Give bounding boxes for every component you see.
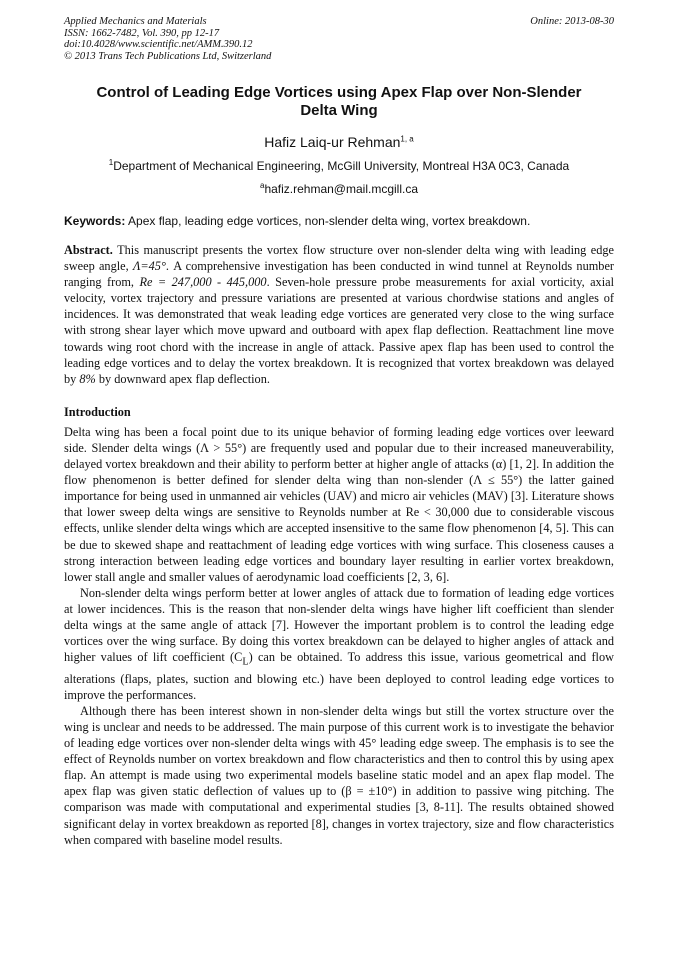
online-date: Online: 2013-08-30 xyxy=(530,16,614,27)
journal-issn: ISSN: 1662-7482, Vol. 390, pp 12-17 xyxy=(64,27,220,39)
author-superscript: 1, a xyxy=(400,134,414,144)
abstract-text-1: This manuscript presents the vortex flow structure over non-slender delta wing with leading edge sweep angle, xyxy=(64,243,614,274)
author-line xyxy=(64,134,614,150)
introduction-paragraph-2 xyxy=(64,585,614,703)
paragraph-2-text-b: ) can be obtained. To address this issue, various geometrical and flow alterations (flaps, plates, suction and blowing etc.) have been deployed to control leading edge vortices to improve the performances. xyxy=(64,650,614,702)
paragraph-2-text-a: Non-slender delta wings perform better at lower angles of attack due to formation of leading edge vortices at lower incidences. This is the reason that non-slender delta wings have higher lift coefficient than slender delta wings at the same angle of attack [7]. However the important problem is to control the leading edge vortices over the wing surface. By doing this vortex breakdown can be delayed to higher angles of attack and higher values of lift coefficient (C xyxy=(64,585,614,665)
keywords-label: Keywords: xyxy=(64,214,126,228)
affiliation-superscript: 1 xyxy=(108,158,114,167)
keywords xyxy=(64,214,614,228)
keywords-text: Apex flap, leading edge vortices, non-slender delta wing, vortex breakdown. xyxy=(128,214,531,228)
introduction-paragraph-1: Delta wing has been a focal point due to its unique behavior of forming leading edge vortices over leeward side. Slender delta wings (Λ > 55°) are frequently used and popular due to their increased maneuverability, delayed vortex breakdown and their ability to perform better at higher angle of attacks (α) [1, 2]. In addition the flow phenomenon is better defined for slender delta wing than non-slender (Λ ≤ 55°) the latter gained importance for being used in unmanned air vehicles (UAV) and micro air vehicles (MAV) [3]. Literature shows that lower sweep delta wings are sensitive to Reynolds number at Re < 30,000 due to considerable viscous effects, unlike slender delta wings which are accepted insensitive to the same flow phenomenon [4, 5]. This can be due to skewed shape and reattachment of leading edge vortices with wing surface. This closeness causes a strong interaction between leading edge vortices and boundary layer resulting in earlier vortex breakdown, lower stall angle and smaller values of aerodynamic load coefficients [2, 3, 6]. xyxy=(64,424,614,584)
abstract-sweep-angle: Λ=45° xyxy=(132,259,166,274)
author-email xyxy=(64,181,614,196)
affiliation xyxy=(64,158,614,173)
email-text: hafiz.rehman@mail.mcgill.ca xyxy=(264,182,418,196)
lift-coefficient-subscript: L xyxy=(242,656,249,668)
journal-header xyxy=(64,16,614,62)
journal-name: Applied Mechanics and Materials xyxy=(64,16,207,27)
paper-title: Control of Leading Edge Vortices using Apex Flap over Non-Slender Delta Wing xyxy=(96,84,582,119)
introduction-heading: Introduction xyxy=(64,404,131,419)
abstract-reynolds-range: Re = 247,000 - 445,000 xyxy=(139,275,267,290)
abstract-text-2: . A comprehensive investigation has been conducted in wind tunnel at Reynolds number ranging from, xyxy=(64,259,614,290)
abstract-label: Abstract. xyxy=(64,243,113,257)
journal-doi: doi:10.4028/www.scientific.net/AMM.390.12 xyxy=(64,39,253,50)
journal-info xyxy=(64,16,271,62)
abstract xyxy=(64,242,614,387)
abstract-delay-percent: 8% xyxy=(79,371,96,386)
abstract-text-3: . Seven-hole pressure probe measurements for axial vorticity, axial velocity, vortex trajectory and pressure variations are presented at various chordwise stations and angles of incidences. It was demonstrated that weak leading edge vortices are generated very close to the wing surface with strong shear layer which move upward and outboard with apex flap deflection. Reattachment line move towards wing root chord with the increase in angle of attack. Passive apex flap has been used to control the leading edge vortices and to delay the vortex breakdown. It is recognized that vortex breakdown was delayed by xyxy=(64,275,614,386)
abstract-text-4: by downward apex flap deflection. xyxy=(95,371,270,386)
author-name: Hafiz Laiq-ur Rehman xyxy=(264,134,401,150)
email-superscript: a xyxy=(259,181,265,190)
journal-copyright: © 2013 Trans Tech Publications Ltd, Switzerland xyxy=(64,50,272,62)
affiliation-text: Department of Mechanical Engineering, McGill University, Montreal H3A 0C3, Canada xyxy=(113,159,570,173)
introduction-paragraph-3: Although there has been interest shown in non-slender delta wings but still the vortex structure over the wing is unclear and needs to be addressed. The main purpose of this current work is to investigate the behavior of leading edge vortices over non-slender delta wings with 45° leading edge sweep. The emphasis is to see the effect of Reynolds number on vortex breakdown and flow characteristics and then to control this by using apex flap. An attempt is made using two experimental models baseline static model and an apex flap model. The apex flap was given static deflection of values up to (β = ±10°) in addition to passive wing pitching. The comparison was made with computational and experimental studies [3, 8-11]. The results obtained showed significant delay in vortex breakdown as reported [8], changes in vortex trajectory, size and flow characteristics when compared with baseline model results. xyxy=(64,703,614,847)
